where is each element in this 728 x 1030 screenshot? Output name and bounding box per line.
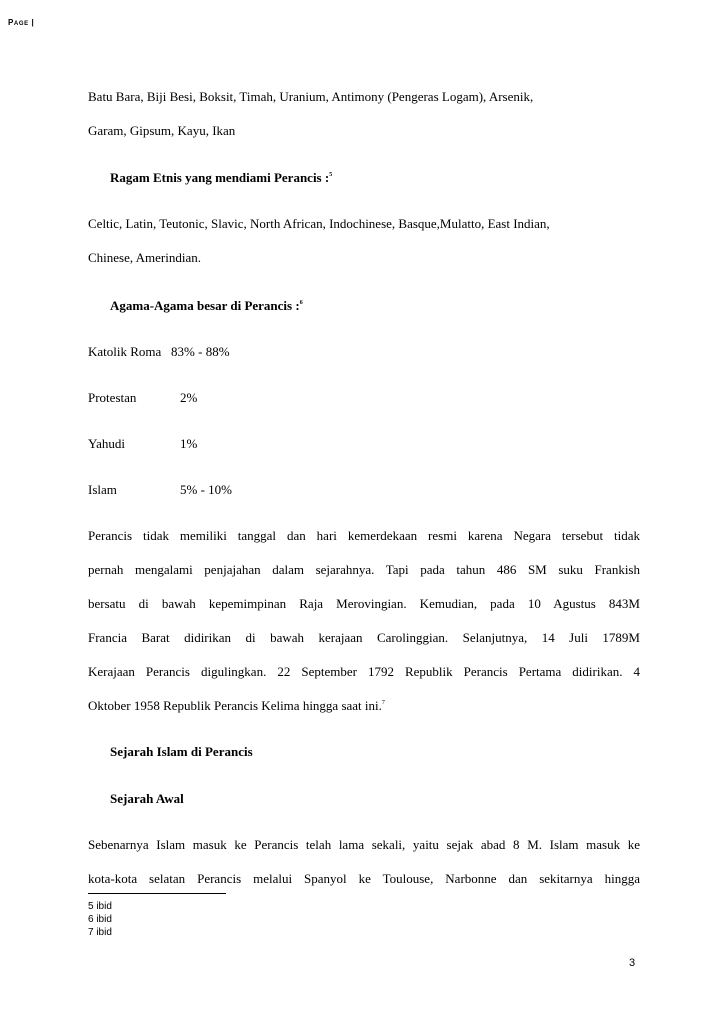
paragraph-line: Celtic, Latin, Teutonic, Slavic, North African, Indochinese, Basque,Mulatto, East Indian,	[88, 216, 550, 231]
heading-text: Agama-Agama besar di Perancis :	[110, 298, 300, 313]
paragraph-line: Kerajaan Perancis digulingkan. 22 September 1792 Republik Perancis Pertama didirikan. 4	[88, 664, 640, 679]
paragraph-line: Chinese, Amerindian.	[88, 250, 202, 265]
footnote-ref: 7	[381, 700, 385, 706]
footnote: 7 ibid	[88, 927, 112, 938]
religion-value: 5% - 10%	[180, 482, 232, 497]
paragraph-line	[88, 698, 640, 714]
heading-text: Ragam Etnis yang mendiami Perancis :	[110, 170, 330, 185]
heading-islam-history: Sejarah Islam di Perancis	[110, 744, 253, 759]
heading-early-history: Sejarah Awal	[110, 791, 184, 806]
paragraph-line: kota-kota selatan Perancis melalui Spanyol ke Toulouse, Narbonne dan sekitarnya hingga	[88, 871, 640, 886]
paragraph-line: pernah mengalami penjajahan dalam sejarahnya. Tapi pada tahun 486 SM suku Frankish	[88, 562, 640, 577]
paragraph-text: Oktober 1958 Republik Perancis Kelima hingga saat ini.	[88, 698, 382, 713]
religion-name: Katolik Roma	[88, 344, 162, 359]
religion-name: Protestan	[88, 390, 137, 405]
footnote: 6 ibid	[88, 914, 112, 925]
page-number: 3	[629, 957, 636, 969]
religion-name: Yahudi	[88, 436, 125, 451]
heading-ethnic-groups	[110, 170, 662, 186]
paragraph-line: Batu Bara, Biji Besi, Boksit, Timah, Uranium, Antimony (Pengeras Logam), Arsenik,	[88, 89, 534, 104]
religion-value: 1%	[180, 436, 198, 451]
paragraph-line: Francia Barat didirikan di bawah kerajaan Carolinggian. Selanjutnya, 14 Juli 1789M	[88, 630, 640, 645]
footnote: 5 ibid	[88, 901, 112, 912]
footnote-ref: 5	[329, 172, 333, 178]
page-header-label: Page |	[8, 18, 35, 27]
paragraph-line: bersatu di bawah kepemimpinan Raja Merovingian. Kemudian, pada 10 Agustus 843M	[88, 596, 640, 611]
religion-row	[88, 390, 640, 406]
footnote-ref: 6	[299, 300, 303, 306]
religion-value: 2%	[180, 390, 198, 405]
religion-row	[88, 344, 640, 360]
paragraph-line: Sebenarnya Islam masuk ke Perancis telah lama sekali, yaitu sejak abad 8 M. Islam masuk ke	[88, 837, 640, 852]
religion-row	[88, 482, 640, 498]
religion-value: 83% - 88%	[171, 344, 230, 359]
religion-name: Islam	[88, 482, 117, 497]
religion-row	[88, 436, 640, 452]
heading-religions	[110, 298, 662, 314]
paragraph-line: Garam, Gipsum, Kayu, Ikan	[88, 123, 236, 138]
footnote-separator	[88, 893, 226, 894]
paragraph-line: Perancis tidak memiliki tanggal dan hari kemerdekaan resmi karena Negara tersebut tidak	[88, 528, 640, 543]
